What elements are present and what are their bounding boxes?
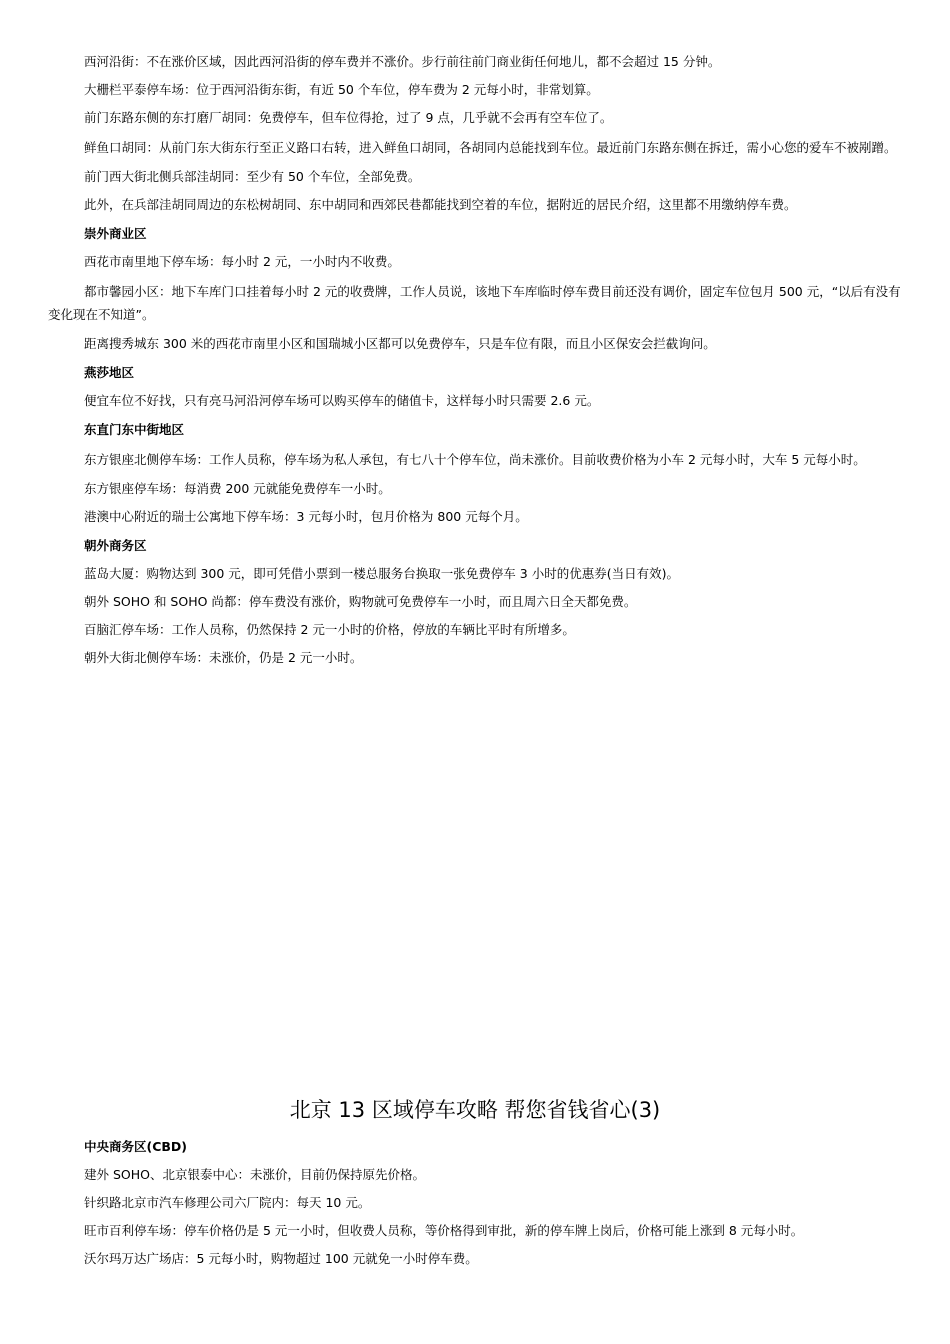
paragraph-landao: 蓝岛大厦：购物达到 300 元，即可凭借小票到一楼总服务台换取一张免费停车 3 小时的优惠券(当日有效)。	[84, 566, 679, 581]
paragraph-xihuashi-nanli: 西花市南里地下停车场：每小时 2 元，一小时内不收费。	[84, 254, 400, 269]
paragraph-swiss-apartment: 港澳中心附近的瑞士公寓地下停车场：3 元每小时，包月价格为 800 元每个月。	[84, 509, 528, 524]
paragraph-chaowai-soho: 朝外 SOHO 和 SOHO 尚都：停车费没有涨价，购物就可免费停车一小时，而且周六日全天都免费。	[84, 594, 637, 609]
paragraph-dongfang-yinzuo: 东方银座停车场：每消费 200 元就能免费停车一小时。	[84, 481, 391, 496]
document-title: 北京 13 区域停车攻略 帮您省钱省心(3)	[289, 1098, 661, 1122]
paragraph-zhenzhi-road: 针织路北京市汽车修理公司六厂院内：每天 10 元。	[84, 1195, 371, 1210]
paragraph-chaowai-north: 朝外大街北侧停车场：未涨价，仍是 2 元一小时。	[84, 650, 363, 665]
paragraph-liangmahe: 便宜车位不好找，只有亮马河沿河停车场可以购买停车的储值卡，这样每小时只需要 2.6 元。	[84, 393, 600, 408]
paragraph-bainaohui: 百脑汇停车场：工作人员称，仍然保持 2 元一小时的价格，停放的车辆比平时有所增多。	[84, 622, 575, 637]
paragraph-nearby-hutongs: 此外，在兵部洼胡同周边的东松树胡同、东中胡同和西郊民巷都能找到空着的车位，据附近的居民介绍，这里都不用缴纳停车费。	[84, 197, 797, 212]
section-heading-dongzhimen: 东直门东中街地区	[84, 422, 185, 437]
paragraph-bingbuwa-hutong: 前门西大街北侧兵部洼胡同：至少有 50 个车位，全部免费。	[84, 169, 421, 184]
paragraph-jianwai-soho: 建外 SOHO、北京银泰中心：未涨价，目前仍保持原先价格。	[84, 1167, 425, 1182]
page-two-content	[48, 1132, 910, 1273]
section-heading-chaowai: 朝外商务区	[84, 538, 147, 553]
paragraph-xiheyan-street: 西河沿街：不在涨价区域，因此西河沿街的停车费并不涨价。步行前往前门商业街任何地儿，都不会超过 15 分钟。	[84, 54, 721, 69]
paragraph-xianyukou-hutong: 鲜鱼口胡同：从前门东大街东行至正义路口右转，进入鲜鱼口胡同，各胡同内总能找到车位。最近前门东路东侧在拆迁，需小心您的爱车不被剐蹭。	[84, 140, 897, 155]
paragraph-dongfang-yinzuo-north: 东方银座北侧停车场：工作人员称，停车场为私人承包，有七八十个停车位，尚未涨价。目前收费价格为小车 2 元每小时，大车 5 元每小时。	[84, 452, 866, 467]
paragraph-wangshi-baili: 旺市百利停车场：停车价格仍是 5 元一小时，但收费人员称，等价格得到审批，新的停车牌上岗后，价格可能上涨到 8 元每小时。	[84, 1223, 804, 1238]
paragraph-souxiu-nearby: 距离搜秀城东 300 米的西花市南里小区和国瑞城小区都可以免费停车，只是车位有限，而且小区保安会拦截询问。	[84, 336, 716, 351]
paragraph-dashilan-pingtai: 大栅栏平泰停车场：位于西河沿街东街，有近 50 个车位，停车费为 2 元每小时，非常划算。	[84, 82, 599, 97]
section-heading-cbd: 中央商务区(CBD)	[84, 1139, 188, 1154]
section-heading-chongwai: 崇外商业区	[84, 226, 147, 241]
page-one-content	[48, 48, 910, 672]
paragraph-walmart-wanda: 沃尔玛万达广场店：5 元每小时，购物超过 100 元就免一小时停车费。	[84, 1251, 478, 1266]
paragraph-dushi-xinyuan: 都市馨园小区：地下车库门口挂着每小时 2 元的收费牌，工作人员说，该地下车库临时停车费目前还没有调价，固定车位包月 500 元，“以后有没有变化现在不知道”。	[48, 284, 901, 322]
section-heading-yansha: 燕莎地区	[84, 365, 135, 380]
paragraph-dongdamochang-hutong: 前门东路东侧的东打磨厂胡同：免费停车，但车位得抢，过了 9 点，几乎就不会再有空车位了。	[84, 110, 613, 125]
